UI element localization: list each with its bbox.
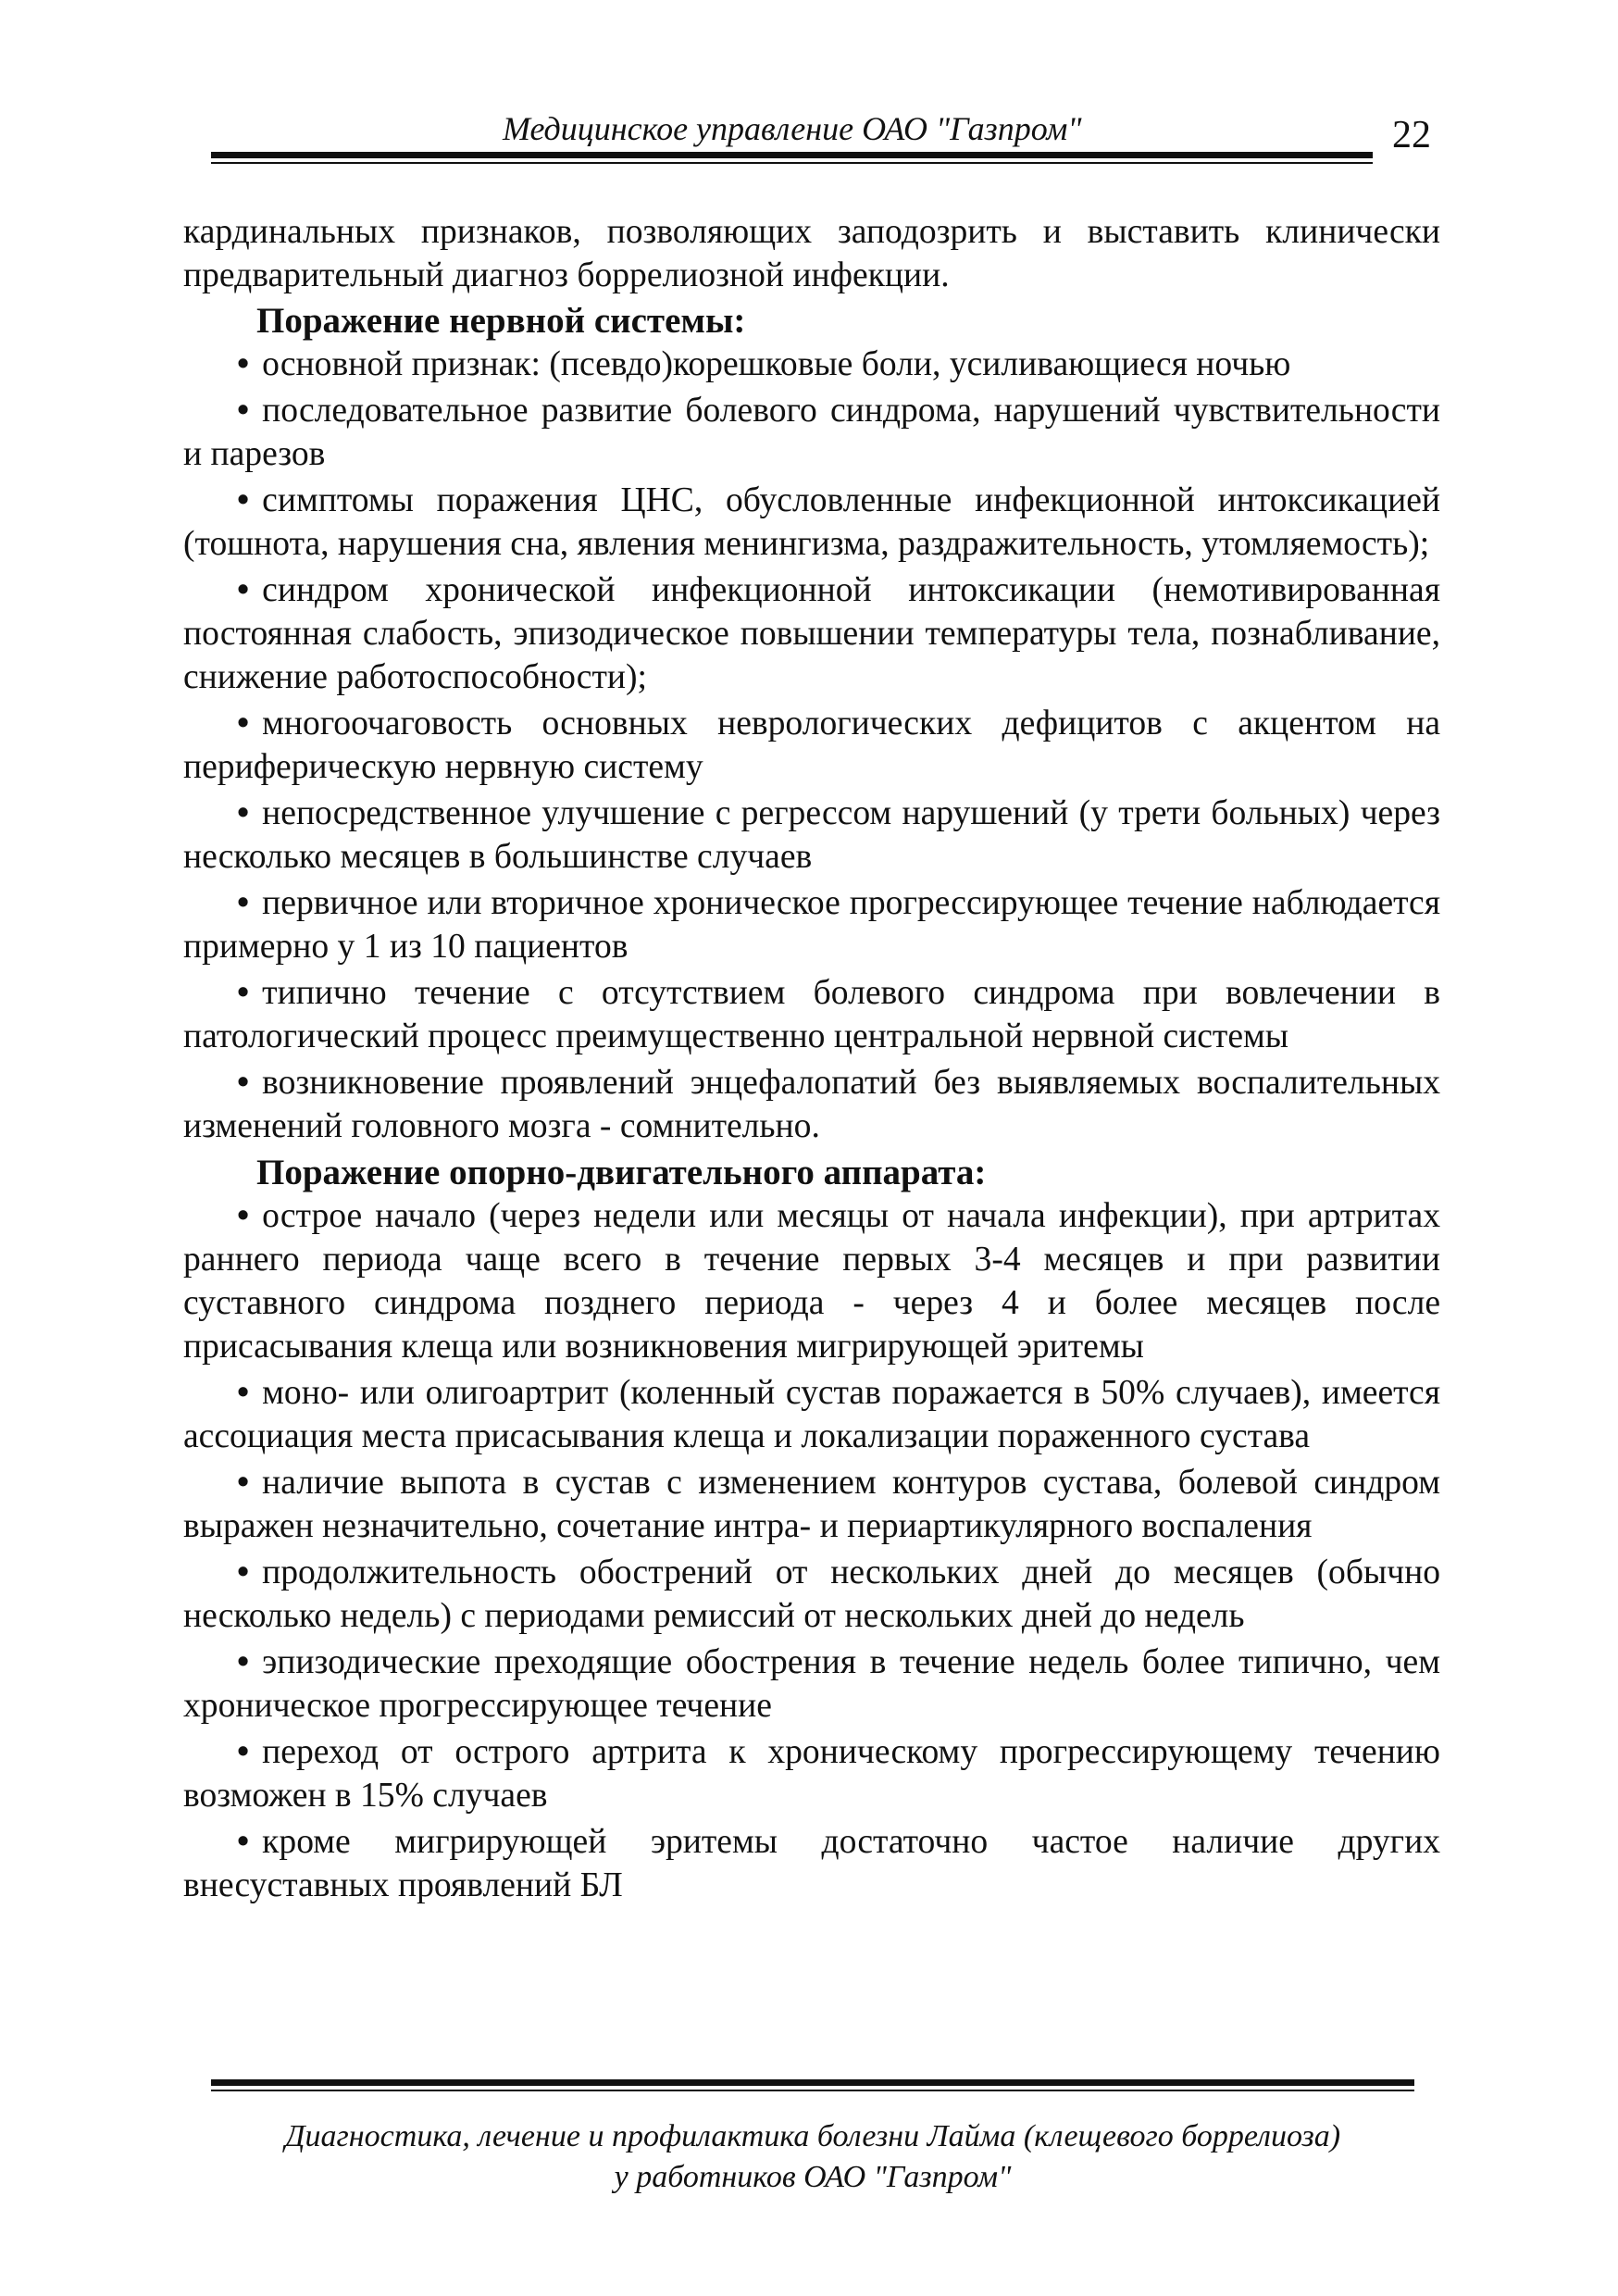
bullet-icon: • [237, 1823, 250, 1861]
list-item-text: непосредственное улучшение с регрессом нарушений (у трети больных) через несколько месяцев в большинстве случаев [183, 794, 1440, 876]
list-item-text: типично течение с отсутствием болевого синдрома при вовлечении в патологический процесс преимущественно центральной нервной системы [183, 974, 1440, 1055]
list-item-text: острое начало (через недели или месяцы от начала инфекции), при артритах раннего периода чаще всего в течение первых 3-4 месяцев и при развитии суставного синдрома позднего периода - через 4 и более месяцев после присасывания клеща или возникновения мигрирующей эритемы [183, 1197, 1440, 1366]
header-title: Медицинское управление ОАО "Газпром" [503, 110, 1082, 147]
list-item [183, 1551, 1440, 1638]
list-item [183, 389, 1440, 476]
header-rule [211, 152, 1373, 158]
list-item [183, 792, 1440, 879]
list-item [183, 1461, 1440, 1548]
list-item-text: моно- или олигоартрит (коленный сустав поражается в 50% случаев), имеется ассоциация места присасывания клеща и локализации пораженного сустава [183, 1374, 1440, 1455]
list-item-text: возникновение проявлений энцефалопатий без выявляемых воспалительных изменений головного мозга - сомнительно. [183, 1064, 1440, 1145]
list-item [183, 1641, 1440, 1728]
document-body [183, 210, 1440, 1910]
list-item-text: основной признак: (псевдо)корешковые боли, усиливающиеся ночью [262, 345, 1291, 383]
bullet-icon: • [237, 794, 250, 832]
list-item-text: последовательное развитие болевого синдрома, нарушений чувствительности и парезов [183, 392, 1440, 473]
list-item-text: кроме мигрирующей эритемы достаточно частое наличие других внесуставных проявлений БЛ [183, 1823, 1440, 1904]
section-heading-musculoskeletal: Поражение опорно-двигательного аппарата: [256, 1153, 987, 1192]
footer-line-1: Диагностика, лечение и профилактика болезни Лайма (клещевого боррелиоза) [284, 2119, 1341, 2153]
bullet-icon: • [237, 1733, 250, 1771]
footer-rule-thin [211, 2090, 1414, 2091]
bullet-icon: • [237, 571, 250, 609]
page-number: 22 [1392, 114, 1431, 156]
list-item-text: наличие выпота в сустав с изменением контуров сустава, болевой синдром выражен незначительно, сочетание интра- и периартикулярного воспаления [183, 1464, 1440, 1545]
bullet-icon: • [237, 884, 250, 922]
list-item-text: синдром хронической инфекционной интоксикации (немотивированная постоянная слабость, эпизодическое повышении температуры тела, познабливание, снижение работоспособности); [183, 571, 1440, 696]
list-item-text: переход от острого артрита к хроническому прогрессирующему течению возможен в 15% случаев [183, 1733, 1440, 1815]
footer-text [211, 2116, 1414, 2198]
footer-rule [211, 2079, 1414, 2086]
list-item [183, 1061, 1440, 1148]
list-item [183, 343, 1440, 386]
list-item [183, 568, 1440, 699]
list-item [183, 1820, 1440, 1907]
header-rule-thin [211, 162, 1373, 164]
list-item [183, 479, 1440, 566]
list-item [183, 702, 1440, 789]
bullet-icon: • [237, 1464, 250, 1502]
bullet-icon: • [237, 1554, 250, 1591]
bullet-icon: • [237, 392, 250, 430]
bullet-icon: • [237, 1064, 250, 1102]
list-item [183, 971, 1440, 1058]
list-item-text: многоочаговость основных неврологических дефицитов с акцентом на периферическую нервную систему [183, 705, 1440, 786]
list-item-text: симптомы поражения ЦНС, обусловленные инфекционной интоксикацией (тошнота, нарушения сна, явления менингизма, раздражительность, утомляемость); [183, 481, 1440, 563]
list-item [183, 1371, 1440, 1458]
intro-paragraph: кардинальных признаков, позволяющих заподозрить и выставить клинически предварительный диагноз боррелиозной инфекции. [183, 213, 1440, 294]
footer-line-2: у работников ОАО "Газпром" [614, 2160, 1012, 2194]
bullet-icon: • [237, 705, 250, 742]
list-item-text: первичное или вторичное хроническое прогрессирующее течение наблюдается примерно у 1 из 10 пациентов [183, 884, 1440, 966]
bullet-icon: • [237, 1374, 250, 1412]
list-item [183, 1730, 1440, 1817]
bullet-icon: • [237, 345, 250, 383]
section-heading-nervous-system: Поражение нервной системы: [256, 301, 746, 341]
bullet-icon: • [237, 974, 250, 1012]
list-item [183, 1194, 1440, 1368]
list-item [183, 881, 1440, 968]
list-item-text: эпизодические преходящие обострения в течение недель более типично, чем хроническое прогрессирующее течение [183, 1643, 1440, 1725]
list-item-text: продолжительность обострений от нескольких дней до месяцев (обычно несколько недель) с периодами ремиссий от нескольких дней до недель [183, 1554, 1440, 1635]
bullet-icon: • [237, 481, 250, 519]
bullet-icon: • [237, 1197, 250, 1235]
bullet-icon: • [237, 1643, 250, 1681]
